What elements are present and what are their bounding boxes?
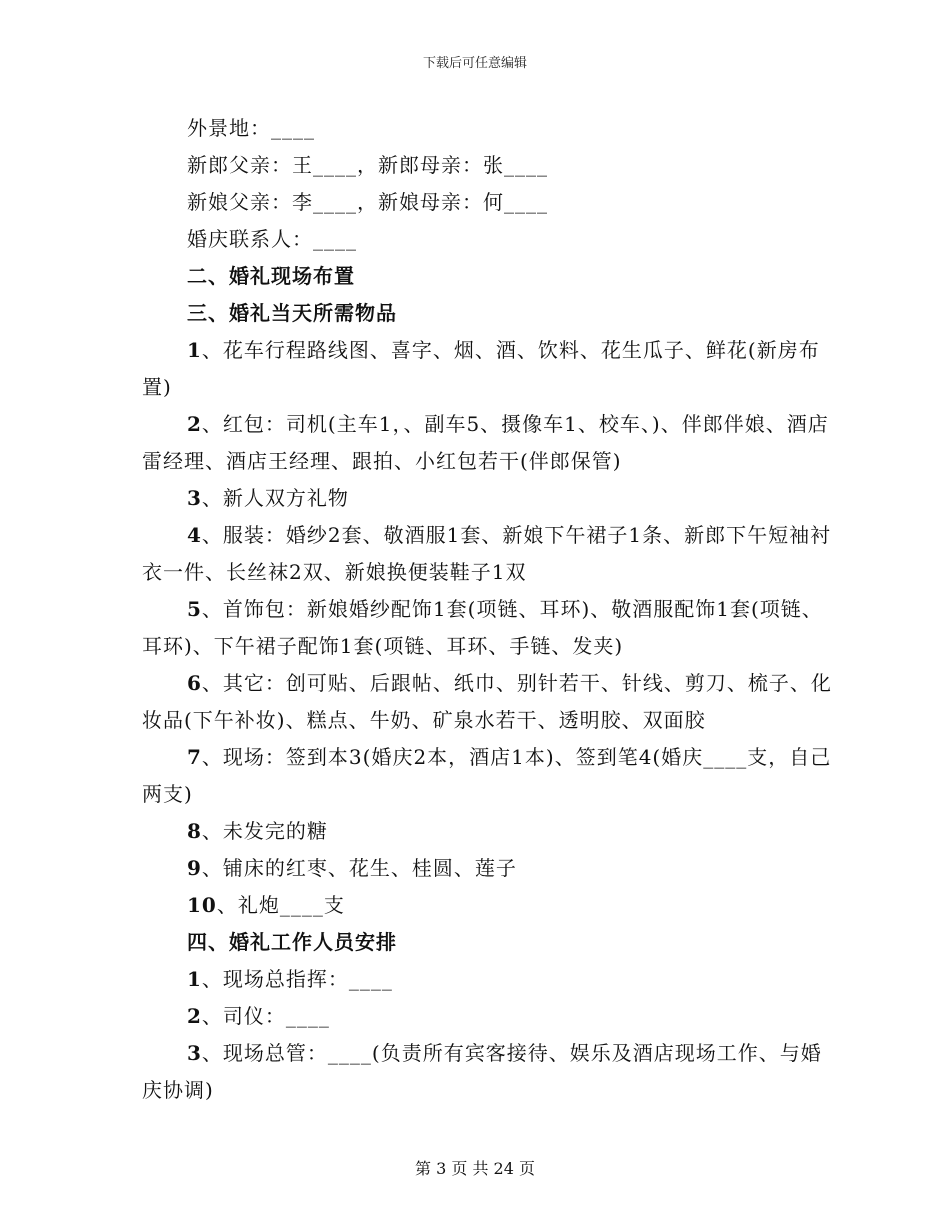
paragraph-text: 二、婚礼现场布置 [187, 264, 355, 288]
item-number: 3 [187, 486, 202, 510]
paragraph-text: 三、婚礼当天所需物品 [187, 301, 397, 325]
paragraph-text: 新娘父亲：李____，新娘母亲：何____ [187, 190, 548, 214]
item-number: 5 [187, 597, 202, 621]
document-paragraph [142, 221, 832, 258]
document-paragraph [142, 591, 832, 665]
paragraph-text: 、红包：司机(主车1，、副车5、摄像车1、校车、)、伴郎伴娘、酒店雷经理、酒店王经理、跟拍、小红包若干(伴郎保管) [142, 412, 829, 473]
paragraph-text: 、现场总管：____(负责所有宾客接待、娱乐及酒店现场工作、与婚庆协调) [142, 1041, 822, 1102]
document-paragraph [142, 961, 832, 998]
paragraph-text: 、未发完的糖 [201, 819, 328, 843]
item-number: 2 [187, 1004, 202, 1028]
item-number: 9 [187, 856, 202, 880]
paragraph-text: 、现场总指挥：____ [201, 967, 393, 991]
page-footer-number: 第 3 页 共 24 页 [415, 1159, 535, 1178]
paragraph-text: 、礼炮____支 [216, 893, 345, 917]
document-paragraph [142, 739, 832, 813]
section-heading [142, 295, 832, 332]
paragraph-text: 、服装：婚纱2套、敬酒服1套、新娘下午裙子1条、新郎下午短袖衬衣一件、长丝袜2双、新娘换便装鞋子1双 [142, 523, 832, 584]
document-paragraph [142, 406, 832, 480]
paragraph-text: 、首饰包：新娘婚纱配饰1套(项链、耳环)、敬酒服配饰1套(项链、耳环)、下午裙子配饰1套(项链、耳环、手链、发夹) [142, 597, 823, 658]
paragraph-text: 、其它：创可贴、后跟帖、纸巾、别针若干、针线、剪刀、梳子、化妆品(下午补妆)、糕点、牛奶、矿泉水若干、透明胶、双面胶 [142, 671, 832, 732]
item-number: 2 [187, 412, 202, 436]
paragraph-text: 四、婚礼工作人员安排 [187, 930, 397, 954]
document-paragraph [142, 184, 832, 221]
item-number: 7 [187, 745, 202, 769]
document-paragraph [142, 887, 832, 924]
paragraph-text: 、花车行程路线图、喜字、烟、酒、饮料、花生瓜子、鲜花(新房布置) [142, 338, 820, 399]
paragraph-text: 、铺床的红枣、花生、桂圆、莲子 [201, 856, 517, 880]
item-number: 10 [187, 893, 217, 917]
item-number: 6 [187, 671, 202, 695]
item-number: 4 [187, 523, 202, 547]
section-heading [142, 258, 832, 295]
document-paragraph [142, 998, 832, 1035]
paragraph-text: 、新人双方礼物 [201, 486, 349, 510]
document-paragraph [142, 480, 832, 517]
document-paragraph [142, 1035, 832, 1109]
section-heading [142, 924, 832, 961]
document-paragraph [142, 813, 832, 850]
paragraph-text: 、现场：签到本3(婚庆2本，酒店1本)、签到笔4(婚庆____支，自己两支) [142, 745, 832, 806]
item-number: 3 [187, 1041, 202, 1065]
document-body [142, 110, 832, 1109]
paragraph-text: 外景地：____ [187, 116, 315, 140]
paragraph-text: 、司仪：____ [201, 1004, 330, 1028]
paragraph-text: 新郎父亲：王____，新郎母亲：张____ [187, 153, 548, 177]
page-header-note: 下载后可任意编辑 [422, 56, 527, 71]
document-paragraph [142, 147, 832, 184]
document-paragraph [142, 110, 832, 147]
paragraph-text: 婚庆联系人：____ [187, 227, 357, 251]
item-number: 8 [187, 819, 202, 843]
document-paragraph [142, 517, 832, 591]
item-number: 1 [187, 338, 202, 362]
document-paragraph [142, 665, 832, 739]
document-paragraph [142, 850, 832, 887]
item-number: 1 [187, 967, 202, 991]
document-paragraph [142, 332, 832, 406]
